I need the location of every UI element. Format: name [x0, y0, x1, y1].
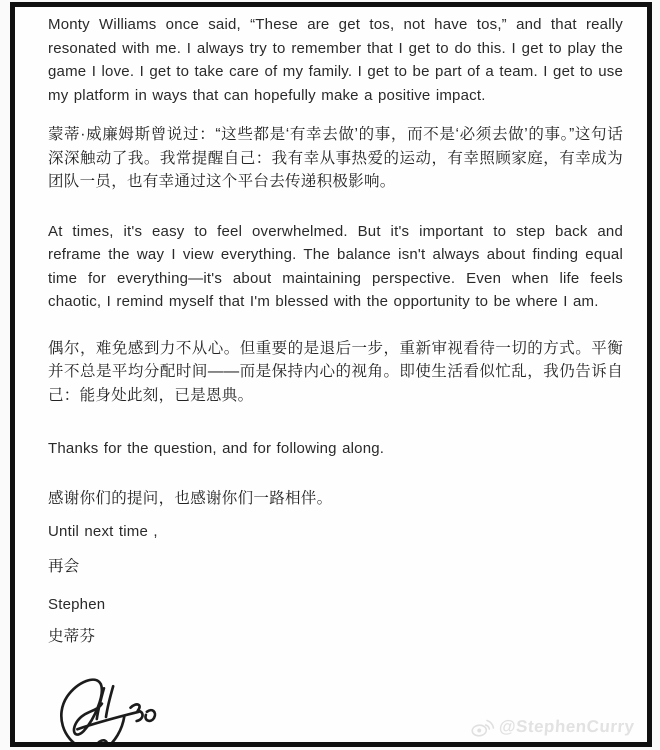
closing-line-english: Until next time ,	[48, 523, 158, 540]
paragraph-chinese-gratitude: 蒙蒂·威廉姆斯曾说过：“这些都是‘有幸去做’的事，而不是‘必须去做’的事。”这句话深深触动了我。我常提醒自己：我有幸从事热爱的运动，有幸照顾家庭，有幸成为团队一员，也有幸通过这个平台去传递积极影响。	[48, 126, 623, 190]
paragraph-english-perspective: At times, it's easy to feel overwhelmed. But it's important to step back and reframe the way I view everything. The balance isn't always about finding equal time for everything—it's about maintaining perspective. Even when life feels chaotic, I remind myself that I'm blessed with the opportunity to be where I am.	[48, 222, 623, 310]
weibo-icon	[470, 717, 495, 737]
paragraph-chinese-perspective: 偶尔，难免感到力不从心。但重要的是退后一步，重新审视看待一切的方式。平衡并不总是平均分配时间——而是保持内心的视角。即使生活看似忙乱，我仍告诉自己：能身处此刻，已是恩典。	[48, 339, 623, 404]
stephen-curry-signature-icon	[52, 674, 160, 747]
weibo-watermark	[470, 717, 635, 737]
closing-line-chinese: 再会	[48, 557, 80, 575]
watermark-handle: @StephenCurry	[497, 717, 635, 736]
letter-border-frame	[10, 2, 652, 747]
letter-body	[15, 7, 647, 747]
thanks-line-chinese: 感谢你们的提问，也感谢你们一路相伴。	[48, 489, 333, 507]
signoff-name-chinese: 史蒂芬	[48, 627, 96, 645]
paragraph-english-gratitude: Monty Williams once said, “These are get tos, not have tos,” and that really resonated with me. I always try to remember that I get to do this. I get to play the game I love. I get to take care of my family. I get to be part of a team. I get to use my platform in ways that can hopefully make a positive impact.	[48, 16, 623, 104]
signoff-name-english: Stephen	[48, 596, 106, 613]
thanks-line-english: Thanks for the question, and for following along.	[48, 440, 385, 457]
